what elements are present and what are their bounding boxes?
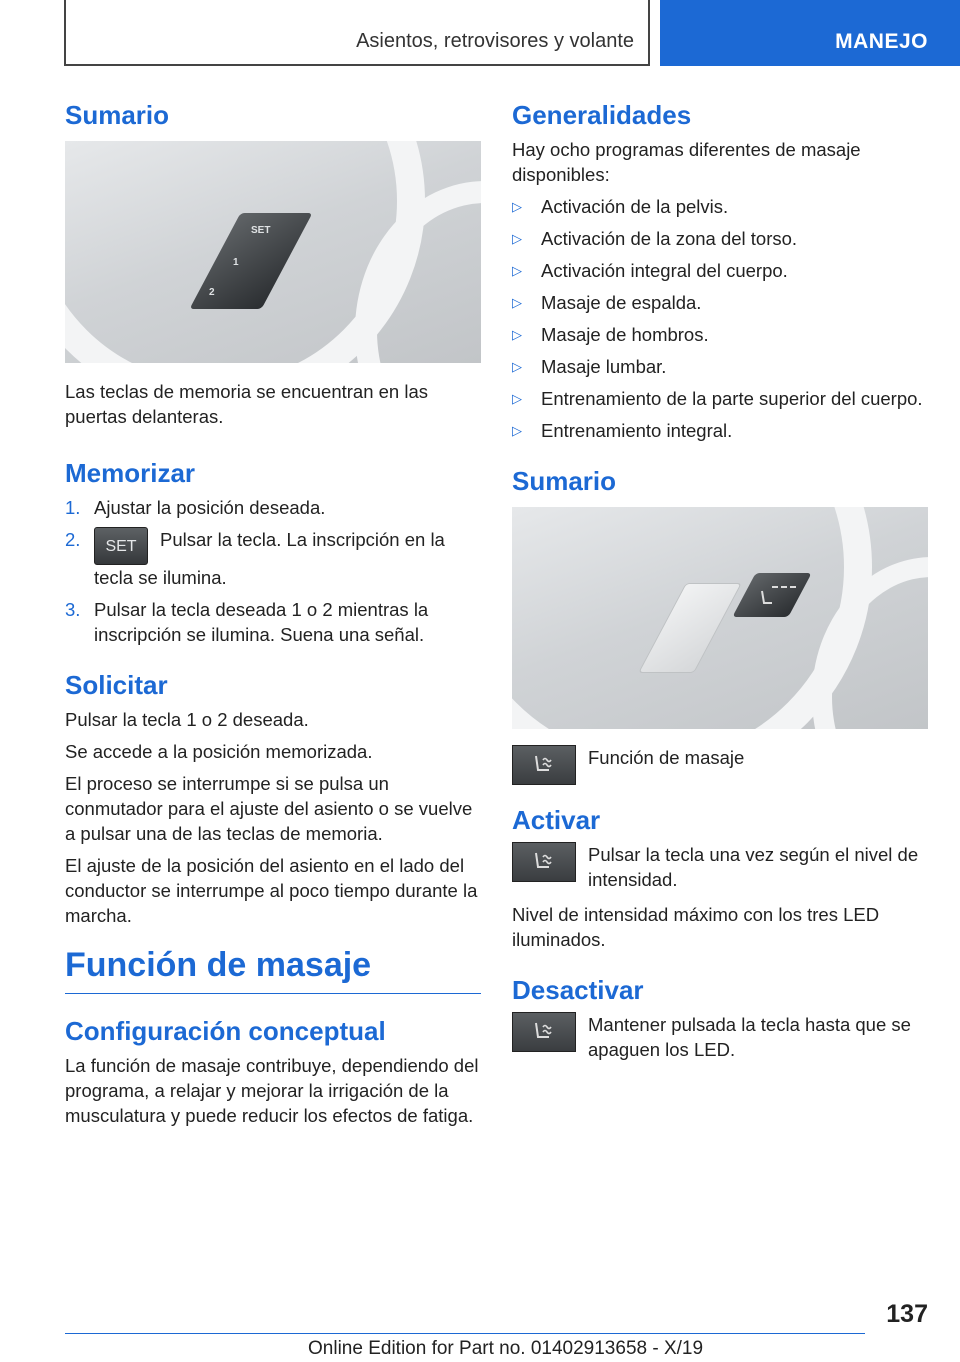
triangle-right-icon: ▷ xyxy=(512,391,522,406)
solicitar-paragraph: Pulsar la tecla 1 o 2 deseada. xyxy=(65,709,309,730)
activar-heading: Activar xyxy=(512,805,601,835)
list-item: ▷ Activación integral del cuerpo. xyxy=(512,260,788,281)
activar-note: Nivel de intensidad máximo con los tres LED iluminados. xyxy=(512,904,880,950)
generalidades-heading: Generalidades xyxy=(512,100,692,130)
memory-keys-photo xyxy=(65,141,481,363)
activar-text: Pulsar la tecla una vez según el nivel de intensidad. xyxy=(588,844,919,890)
list-item: 3. Pulsar la tecla deseada 1 o 2 mientras la inscripción se ilumina. Suena una señal. xyxy=(65,599,429,645)
massage-function-row xyxy=(512,745,928,785)
funcion-masaje-heading: Función de masaje xyxy=(65,946,481,994)
right-column xyxy=(512,100,928,1072)
memory-key-1-label: 1 xyxy=(233,257,239,268)
desactivar-row xyxy=(512,1012,928,1062)
header-section-box xyxy=(64,0,650,66)
sumario-right-heading: Sumario xyxy=(512,466,617,496)
triangle-right-icon: ▷ xyxy=(512,295,522,310)
triangle-right-icon: ▷ xyxy=(512,231,522,246)
solicitar-paragraph: El ajuste de la posición del asiento en el lado del conductor se interrumpe al poco tiempo durante la marcha. xyxy=(65,855,478,926)
header-chapter-tab[interactable] xyxy=(660,0,960,66)
page-number: 137 xyxy=(886,1300,928,1328)
desactivar-text: Mantener pulsada la tecla hasta que se apaguen los LED. xyxy=(588,1014,911,1060)
triangle-right-icon: ▷ xyxy=(512,359,522,374)
massage-seat-icon xyxy=(750,579,800,611)
set-key-icon: SET xyxy=(94,527,148,565)
massage-button-photo xyxy=(512,507,928,729)
triangle-right-icon: ▷ xyxy=(512,199,522,214)
header-chapter-title: MANEJO xyxy=(835,30,928,53)
left-column xyxy=(65,100,481,1135)
list-item: ▷ Masaje de hombros. xyxy=(512,324,709,345)
triangle-right-icon: ▷ xyxy=(512,263,522,278)
triangle-right-icon: ▷ xyxy=(512,327,522,342)
sumario-heading: Sumario xyxy=(65,100,170,130)
massage-function-label: Función de masaje xyxy=(588,747,745,768)
edition-note: Online Edition for Part no. 01402913658 - X/19 xyxy=(308,1338,704,1359)
header-section-title: Asientos, retrovisores y volante xyxy=(356,30,634,52)
list-item: ▷ Activación de la zona del torso. xyxy=(512,228,798,249)
solicitar-paragraph: El proceso se interrumpe si se pulsa un conmutador para el ajuste del asiento o se vuelve a pulsar una de las teclas de memoria. xyxy=(65,773,473,844)
list-item: ▷ Activación de la pelvis. xyxy=(512,196,729,217)
memorizar-steps xyxy=(65,495,481,647)
list-item: ▷ Entrenamiento integral. xyxy=(512,420,733,441)
activar-row xyxy=(512,842,928,892)
list-item: 2. SET Pulsar la tecla. La inscripción en la tecla se ilumina. xyxy=(65,529,445,588)
massage-seat-icon xyxy=(512,1012,576,1052)
list-item: ▷ Entrenamiento de la parte superior del cuerpo. xyxy=(512,388,923,409)
memorizar-heading: Memorizar xyxy=(65,458,196,488)
config-heading: Configuración conceptual xyxy=(65,1016,386,1046)
list-item: 1. Ajustar la posición deseada. xyxy=(65,497,326,518)
massage-programs-list xyxy=(512,194,928,443)
desactivar-heading: Desactivar xyxy=(512,975,644,1005)
memory-key-set-label: SET xyxy=(251,225,271,236)
generalidades-text: Hay ocho programas diferentes de masaje disponibles: xyxy=(512,139,861,185)
config-text: La función de masaje contribuye, dependiendo del programa, a relajar y mejorar la irrigación de la musculatura y puede reducir los efectos de fatiga. xyxy=(65,1055,479,1126)
list-item: ▷ Masaje lumbar. xyxy=(512,356,667,377)
massage-seat-icon xyxy=(512,745,576,785)
sumario-text: Las teclas de memoria se encuentran en las puertas delanteras. xyxy=(65,381,429,427)
memory-key-2-label: 2 xyxy=(209,287,215,298)
footer-divider xyxy=(65,1333,865,1334)
massage-seat-icon xyxy=(512,842,576,882)
solicitar-heading: Solicitar xyxy=(65,670,168,700)
solicitar-paragraph: Se accede a la posición memorizada. xyxy=(65,741,373,762)
list-item: ▷ Masaje de espalda. xyxy=(512,292,702,313)
triangle-right-icon: ▷ xyxy=(512,423,522,438)
